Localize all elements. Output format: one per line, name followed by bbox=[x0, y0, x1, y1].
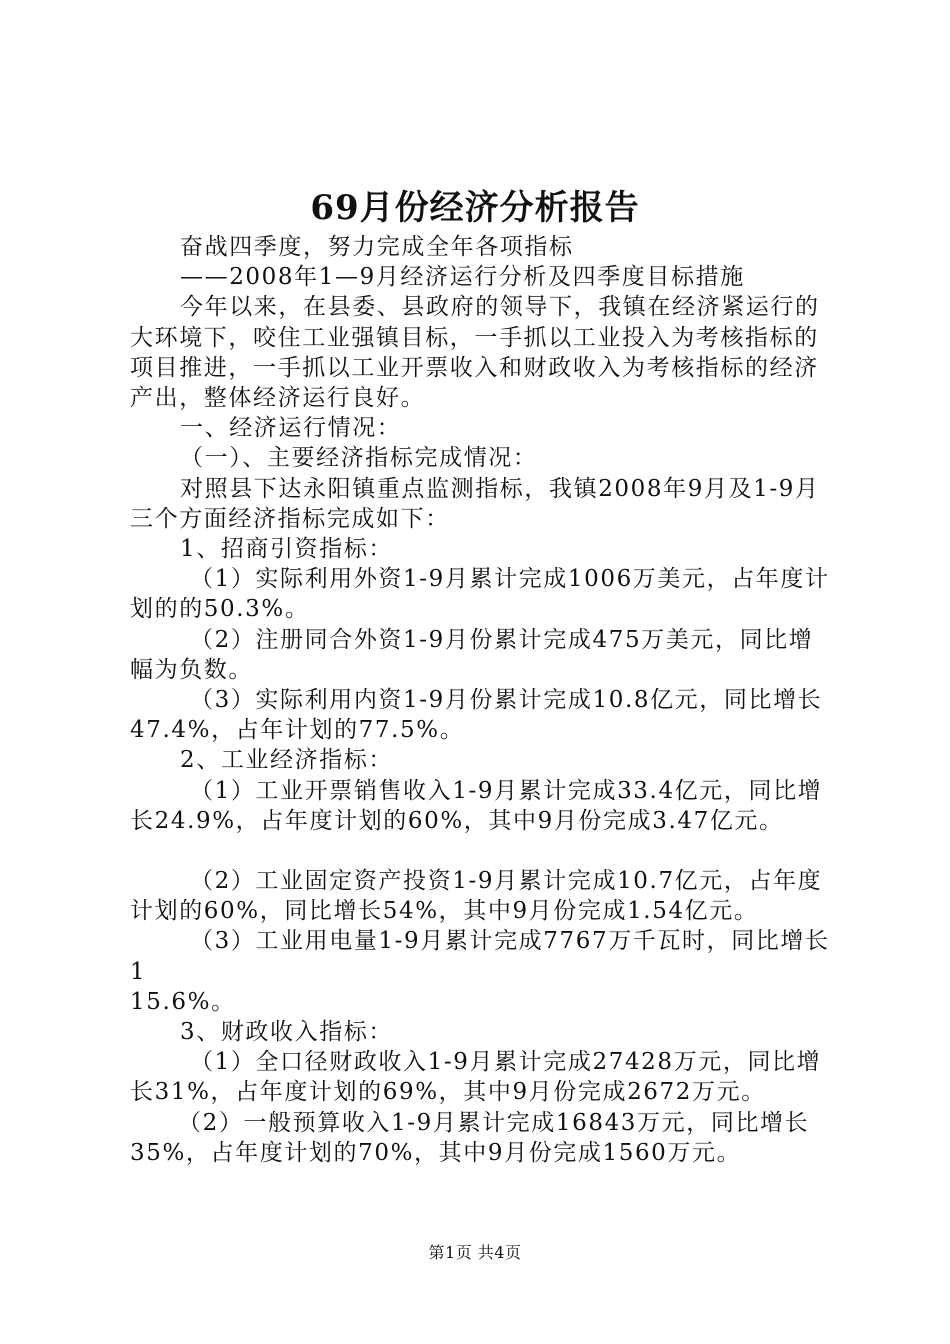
document-title: 69月份经济分析报告 bbox=[310, 188, 640, 228]
subsection-heading: （一）、主要经济指标完成情况： bbox=[180, 445, 538, 472]
subtitle-subline: ——2008年1—9月经济运行分析及四季度目标措施 bbox=[180, 264, 745, 291]
subtitle-line: 奋战四季度，努力完成全年各项指标 bbox=[180, 234, 574, 260]
industry-item-2: （2）工业固定资产投资1-9月累计完成10.7亿元，占年度计划的60%，同比增长54%，其中9月份完成1.54亿元。 bbox=[130, 868, 823, 925]
overview-paragraph: 对照县下达永阳镇重点监测指标，我镇2008年9月及1-9月三个方面经济指标完成如下： bbox=[130, 475, 820, 532]
industry-item-3-continued: 15.6%。 bbox=[130, 988, 236, 1015]
finance-item-2: （2）一般预算收入1-9月累计完成16843万元，同比增长35%，占年度计划的70%，其中9月份完成1560万元。 bbox=[130, 1109, 810, 1166]
blank-line bbox=[130, 836, 835, 866]
item-heading-investment: 1、招商引资指标： bbox=[180, 536, 394, 563]
page-number-footer: 第1页 共4页 bbox=[428, 1243, 522, 1262]
section-heading: 一、经济运行情况： bbox=[180, 415, 402, 442]
item-heading-industry: 2、工业经济指标： bbox=[180, 747, 394, 774]
item-heading-finance: 3、财政收入指标： bbox=[180, 1019, 394, 1046]
industry-item-3: （3）工业用电量1-9月累计完成7767万千瓦时，同比增长1 bbox=[130, 928, 830, 985]
intro-paragraph: 今年以来，在县委、县政府的领导下，我镇在经济紧运行的大环境下，咬住工业强镇目标，一手抓以工业投入为考核指标的项目推进，一手抓以工业开票收入和财政收入为考核指标的经济产出，整体经济运行良好。 bbox=[130, 294, 820, 412]
industry-item-1: （1）工业开票销售收入1-9月累计完成33.4亿元，同比增长24.9%，占年度计划的60%，其中9月份完成3.47亿元。 bbox=[130, 777, 823, 834]
investment-item-2: （2）注册同合外资1-9月份累计完成475万美元，同比增幅为负数。 bbox=[130, 626, 814, 683]
investment-item-3: （3）实际利用内资1-9月份累计完成10.8亿元，同比增长47.4%，占年计划的77.5%。 bbox=[130, 687, 823, 744]
investment-item-1: （1）实际利用外资1-9月累计完成1006万美元，占年度计划的的50.3%。 bbox=[130, 566, 830, 623]
finance-item-1: （1）全口径财政收入1-9月累计完成27428万元，同比增长31%，占年度计划的69%，其中9月份完成2672万元。 bbox=[130, 1049, 822, 1106]
document-body bbox=[130, 232, 835, 1168]
